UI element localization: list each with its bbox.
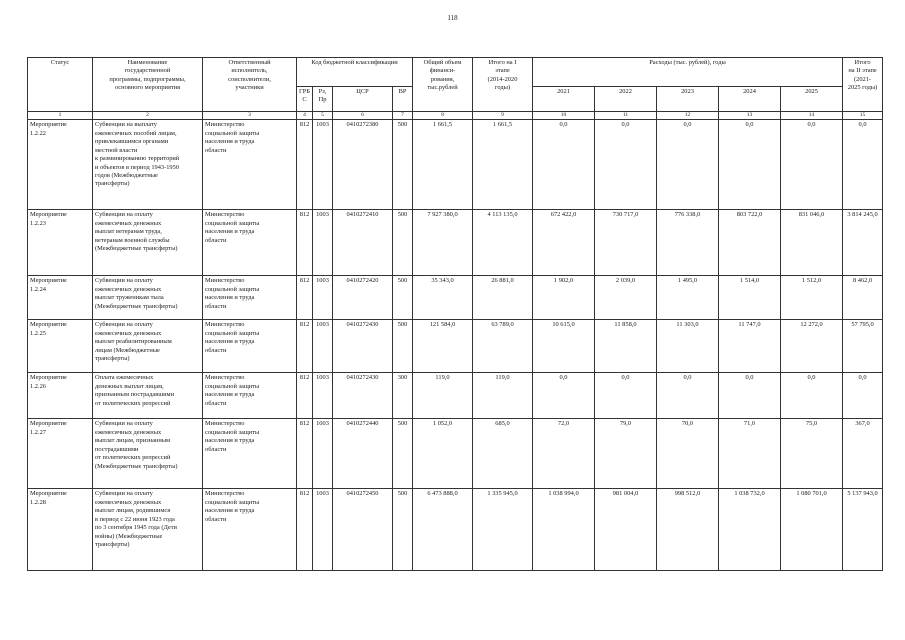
row-y2021: 1 902,0 (533, 276, 595, 320)
row-grbs: 812 (297, 120, 313, 210)
row-grbs: 812 (297, 320, 313, 373)
row-y2025: 831 046,0 (781, 210, 843, 276)
col-name-header: Наименование государственной программы, подпрограммы, основного мероприятия (93, 58, 203, 112)
row-y2025: 0,0 (781, 120, 843, 210)
column-number: 13 (719, 112, 781, 120)
row-rzpr: 1003 (313, 419, 333, 489)
row-y2021: 10 615,0 (533, 320, 595, 373)
row-vr: 500 (393, 419, 413, 489)
row-y2025: 0,0 (781, 373, 843, 419)
row-csr: 0410272450 (333, 489, 393, 571)
row-y2023: 70,0 (657, 419, 719, 489)
row-y2024: 1 514,0 (719, 276, 781, 320)
row-y2023: 0,0 (657, 373, 719, 419)
row-y2022: 0,0 (595, 120, 657, 210)
row-name: Субвенции на выплату ежемесячных пособий лицам, привлекавшимся органами местной власти к разминированию территорий и объектов в период 1943-1950 годов (Межбюджетные трансферты) (93, 120, 203, 210)
row-responsible: Министерство социальной защиты населения и труда области (203, 120, 297, 210)
row-status: Мероприятие 1.2.24 (28, 276, 93, 320)
row-csr: 0410272380 (333, 120, 393, 210)
table-row (28, 489, 883, 571)
row-stage1: 1 661,5 (473, 120, 533, 210)
row-total: 7 927 380,0 (413, 210, 473, 276)
column-number: 15 (843, 112, 883, 120)
row-y2022: 2 039,0 (595, 276, 657, 320)
col-stage1-total-header: Итого на I этапе (2014-2020 годы) (473, 58, 533, 112)
row-status: Мероприятие 1.2.22 (28, 120, 93, 210)
row-grbs: 812 (297, 210, 313, 276)
row-vr: 500 (393, 489, 413, 571)
column-number: 14 (781, 112, 843, 120)
row-stage2: 57 795,0 (843, 320, 883, 373)
row-responsible: Министерство социальной защиты населения и труда области (203, 320, 297, 373)
row-name: Субвенции на оплату ежемесячных денежных выплат лицам, родившимся в период с 22 июня 1923 года по 3 сентября 1945 года (Дети войны) (Межбюджетные трансферты) (93, 489, 203, 571)
table-row (28, 419, 883, 489)
col-grbs-header: ГРБ С (297, 87, 313, 112)
row-y2024: 0,0 (719, 373, 781, 419)
row-grbs: 812 (297, 419, 313, 489)
row-csr: 0410272430 (333, 320, 393, 373)
row-y2025: 75,0 (781, 419, 843, 489)
row-y2022: 0,0 (595, 373, 657, 419)
col-stage2-total-header: Итого на II этапе (2021- 2025 годы) (843, 58, 883, 112)
row-stage2: 8 462,0 (843, 276, 883, 320)
row-y2024: 0,0 (719, 120, 781, 210)
table-row (28, 373, 883, 419)
row-total: 119,0 (413, 373, 473, 419)
column-number: 6 (333, 112, 393, 120)
column-number: 12 (657, 112, 719, 120)
row-stage2: 3 814 245,0 (843, 210, 883, 276)
col-budget-code-header: Код бюджетной классификации (297, 58, 413, 87)
column-number-row (28, 112, 883, 120)
row-csr: 0410272410 (333, 210, 393, 276)
row-rzpr: 1003 (313, 276, 333, 320)
row-vr: 500 (393, 276, 413, 320)
row-responsible: Министерство социальной защиты населения и труда области (203, 419, 297, 489)
row-y2024: 11 747,0 (719, 320, 781, 373)
row-y2022: 11 858,0 (595, 320, 657, 373)
row-name: Субвенции на оплату ежемесячных денежных выплат лицам, признанным пострадавшими от политических репрессий (Межбюджетные трансферты) (93, 419, 203, 489)
table-body (28, 120, 883, 571)
row-total: 1 661,5 (413, 120, 473, 210)
row-y2021: 0,0 (533, 373, 595, 419)
row-status: Мероприятие 1.2.25 (28, 320, 93, 373)
row-y2023: 0,0 (657, 120, 719, 210)
col-year-2021-header: 2021 (533, 87, 595, 112)
col-total-funding-header: Общий объем финанси- рования, тыс.рублей (413, 58, 473, 112)
row-y2025: 1 512,0 (781, 276, 843, 320)
column-number: 1 (28, 112, 93, 120)
row-total: 1 052,0 (413, 419, 473, 489)
row-stage2: 367,0 (843, 419, 883, 489)
col-year-2022-header: 2022 (595, 87, 657, 112)
row-status: Мероприятие 1.2.26 (28, 373, 93, 419)
column-number: 4 (297, 112, 313, 120)
col-status-header: Статус (28, 58, 93, 112)
row-rzpr: 1003 (313, 373, 333, 419)
row-stage2: 5 137 943,0 (843, 489, 883, 571)
row-status: Мероприятие 1.2.23 (28, 210, 93, 276)
row-csr: 0410272440 (333, 419, 393, 489)
row-vr: 500 (393, 210, 413, 276)
column-number: 8 (413, 112, 473, 120)
row-vr: 300 (393, 373, 413, 419)
row-y2021: 1 038 994,0 (533, 489, 595, 571)
row-rzpr: 1003 (313, 320, 333, 373)
row-csr: 0410272430 (333, 373, 393, 419)
row-y2023: 11 303,0 (657, 320, 719, 373)
row-rzpr: 1003 (313, 210, 333, 276)
row-responsible: Министерство социальной защиты населения и труда области (203, 489, 297, 571)
row-stage1: 1 335 945,0 (473, 489, 533, 571)
row-stage1: 685,0 (473, 419, 533, 489)
row-rzpr: 1003 (313, 489, 333, 571)
table-header (28, 58, 883, 120)
row-stage1: 4 113 135,0 (473, 210, 533, 276)
row-grbs: 812 (297, 489, 313, 571)
table-row (28, 120, 883, 210)
col-vr-header: ВР (393, 87, 413, 112)
col-rzpr-header: Рз, Пр (313, 87, 333, 112)
row-y2021: 0,0 (533, 120, 595, 210)
column-number: 10 (533, 112, 595, 120)
page-number: 118 (447, 14, 458, 22)
col-responsible-header: Ответственный исполнитель, соисполнители, участники (203, 58, 297, 112)
row-responsible: Министерство социальной защиты населения и труда области (203, 373, 297, 419)
row-grbs: 812 (297, 276, 313, 320)
row-y2021: 672 422,0 (533, 210, 595, 276)
row-grbs: 812 (297, 373, 313, 419)
row-total: 6 473 888,0 (413, 489, 473, 571)
row-y2022: 79,0 (595, 419, 657, 489)
row-total: 35 343,0 (413, 276, 473, 320)
row-y2024: 1 038 732,0 (719, 489, 781, 571)
row-responsible: Министерство социальной защиты населения и труда области (203, 210, 297, 276)
row-responsible: Министерство социальной защиты населения и труда области (203, 276, 297, 320)
row-csr: 0410272420 (333, 276, 393, 320)
row-stage1: 63 789,0 (473, 320, 533, 373)
row-stage1: 119,0 (473, 373, 533, 419)
row-y2024: 71,0 (719, 419, 781, 489)
col-year-2024-header: 2024 (719, 87, 781, 112)
row-y2024: 803 722,0 (719, 210, 781, 276)
column-number: 7 (393, 112, 413, 120)
column-number: 3 (203, 112, 297, 120)
row-name: Субвенции на оплату ежемесячных денежных выплат труженикам тыла (Межбюджетные трансферты) (93, 276, 203, 320)
column-number: 5 (313, 112, 333, 120)
row-stage2: 0,0 (843, 120, 883, 210)
row-y2025: 1 080 701,0 (781, 489, 843, 571)
row-status: Мероприятие 1.2.27 (28, 419, 93, 489)
row-name: Субвенции на оплату ежемесячных денежных выплат ветеранам труда, ветеранам военной службы (Межбюджетные трансферты) (93, 210, 203, 276)
column-number: 9 (473, 112, 533, 120)
row-y2023: 776 338,0 (657, 210, 719, 276)
row-y2022: 981 004,0 (595, 489, 657, 571)
table-row (28, 320, 883, 373)
row-y2021: 72,0 (533, 419, 595, 489)
col-expenses-by-year-header: Расходы (тыс. рублей), годы (533, 58, 843, 87)
row-y2025: 12 272,0 (781, 320, 843, 373)
column-number: 2 (93, 112, 203, 120)
row-name: Оплата ежемесячных денежных выплат лицам, признанным пострадавшими от политических репрессий (93, 373, 203, 419)
row-y2023: 1 495,0 (657, 276, 719, 320)
column-number: 11 (595, 112, 657, 120)
table-row (28, 276, 883, 320)
row-y2022: 730 717,0 (595, 210, 657, 276)
row-y2023: 998 512,0 (657, 489, 719, 571)
col-year-2023-header: 2023 (657, 87, 719, 112)
row-total: 121 584,0 (413, 320, 473, 373)
col-year-2025-header: 2025 (781, 87, 843, 112)
row-name: Субвенции на оплату ежемесячных денежных выплат реабилитированным лицам (Межбюджетные трансферты) (93, 320, 203, 373)
row-stage1: 26 881,0 (473, 276, 533, 320)
row-rzpr: 1003 (313, 120, 333, 210)
budget-table (27, 57, 883, 571)
row-vr: 500 (393, 120, 413, 210)
row-status: Мероприятие 1.2.28 (28, 489, 93, 571)
row-stage2: 0,0 (843, 373, 883, 419)
row-vr: 500 (393, 320, 413, 373)
col-csr-header: ЦСР (333, 87, 393, 112)
table-row (28, 210, 883, 276)
